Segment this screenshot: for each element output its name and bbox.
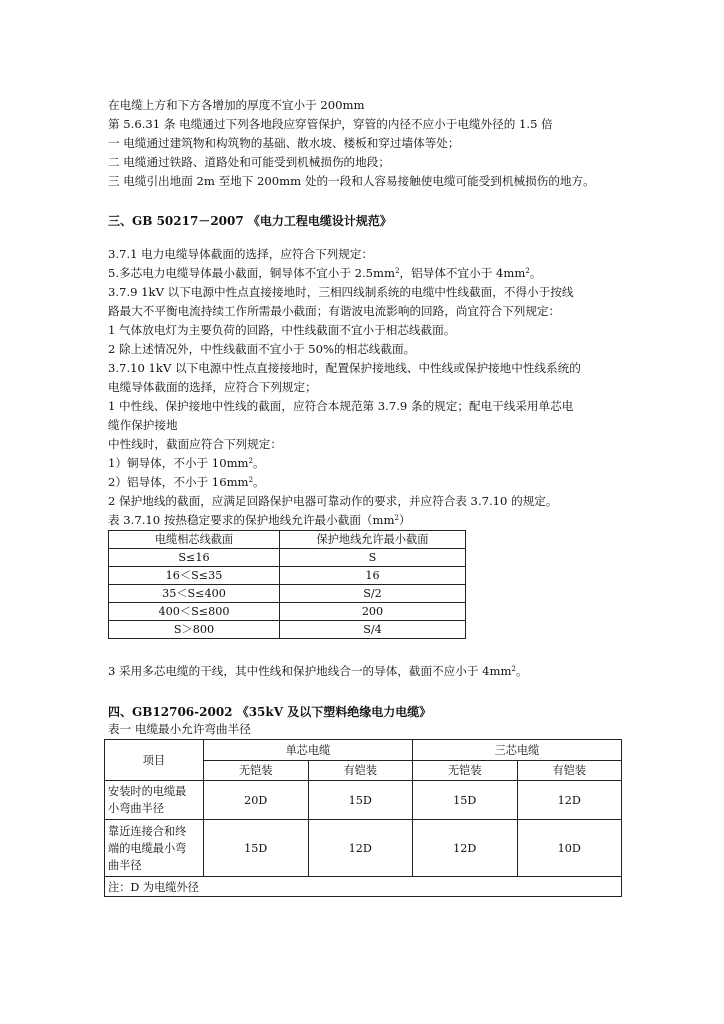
- single-core-header: 单芯电缆: [204, 740, 413, 761]
- table-row: 靠近连接合和终 端的电缆最小弯 曲半径 15D 12D 12D 10D: [105, 820, 622, 877]
- s3-para-4: 路最大不平衡电流持续工作所需最小截面；有谐波电流影响的回路，尚宜符合下列规定：: [108, 304, 561, 318]
- table-row: 400＜S≤800 200: [109, 603, 466, 621]
- s3-para-14: 2 保护地线的截面，应满足回路保护电器可靠动作的要求，并应符合表 3.7.10 的规定。: [108, 494, 558, 508]
- table-row: 安装时的电缆最 小弯曲半径 20D 15D 15D 12D: [105, 781, 622, 820]
- sub-header: 无铠装: [413, 760, 518, 781]
- intro-line-2: 第 5.6.31 条 电缆通过下列各地段应穿管保护，穿管的内径不应小于电缆外径的 1.5 倍: [108, 117, 553, 131]
- s3-para-5: 1 气体放电灯为主要负荷的回路，中性线截面不宜小于相芯线截面。: [108, 323, 456, 337]
- section-3-heading: 三、GB 50217－2007 《电力工程电缆设计规范》: [108, 214, 392, 228]
- table-row: 35＜S≤400 S/2: [109, 585, 466, 603]
- s3-para-7: 3.7.10 1kV 以下电源中性点直接接地时，配置保护接地线、中性线或保护接地中性线系统的: [108, 361, 581, 375]
- bending-radius-table: [104, 739, 622, 897]
- sub-header: 有铠装: [517, 760, 622, 781]
- s3-para-2: 5.多芯电力电缆导体最小截面，铜导体不宜小于 $2.5mm^2$，铝导体不宜小于 $4mm^2$。: [108, 266, 542, 280]
- intro-line-4: 二 电缆通过铁路、道路处和可能受到机械损伤的地段；: [108, 155, 390, 169]
- item-header: 项目: [105, 740, 204, 781]
- row-label: 安装时的电缆最 小弯曲半径: [105, 781, 204, 820]
- table-row: S≤16 S: [109, 549, 466, 567]
- s3-para-11: 中性线时，截面应符合下列规定：: [108, 437, 282, 451]
- three-core-header: 三芯电缆: [413, 740, 622, 761]
- col-header-phase-section: 电缆相芯线截面: [109, 531, 280, 549]
- s3-para-6: 2 除上述情况外，中性线截面不宜小于 50%的相芯线截面。: [108, 342, 416, 356]
- intro-line-3: 一 电缆通过建筑物和构筑物的基础、散水坡、楼板和穿过墙体等处；: [108, 136, 460, 150]
- table-note: 注：D 为电缆外径: [105, 877, 622, 897]
- table-3-7-10-caption: 表 3.7.10 按热稳定要求的保护地线允许最小截面$(mm^2)$: [108, 513, 411, 527]
- table-row: S＞800 S/4: [109, 621, 466, 639]
- s3-para-15: 3 采用多芯电缆的干线，其中性线和保护地线合一的导体，截面不应小于 $4mm^2$。: [108, 664, 528, 678]
- col-header-earth-section: 保护地线允许最小截面: [280, 531, 466, 549]
- intro-line-1: 在电缆上方和下方各增加的厚度不宜小于 200mm: [108, 98, 365, 112]
- s3-para-13: 2）铝导体，不小于 $16mm^2$。: [108, 475, 265, 489]
- s3-para-3: 3.7.9 1kV 以下电源中性点直接接地时，三相四线制系统的电缆中性线截面，不得小于按线: [108, 285, 574, 299]
- s3-para-8: 电缆导体截面的选择，应符合下列规定；: [108, 380, 317, 394]
- s3-para-10: 缆作保护接地: [108, 418, 178, 432]
- s3-para-1: 3.7.1 电力电缆导体截面的选择，应符合下列规定：: [108, 247, 374, 261]
- table-row: 16＜S≤35 16: [109, 567, 466, 585]
- sub-header: 有铠装: [308, 760, 413, 781]
- s3-para-12: 1）铜导体，不小于 $10mm^2$。: [108, 456, 265, 470]
- table-header-row: [109, 531, 466, 549]
- section-4-heading: 四、GB12706-2002 《35kV 及以下塑料绝缘电力电缆》: [108, 705, 432, 719]
- bending-radius-table-caption: 表一 电缆最小允许弯曲半径: [108, 722, 251, 736]
- row-label: 靠近连接合和终 端的电缆最小弯 曲半径: [105, 820, 204, 877]
- sub-header: 无铠装: [204, 760, 309, 781]
- s3-para-9: 1 中性线、保护接地中性线的截面，应符合本规范第 3.7.9 条的规定；配电干线采用单芯电: [108, 399, 574, 413]
- intro-line-5: 三 电缆引出地面 2m 至地下 200mm 处的一段和人容易接触使电缆可能受到机械损伤的地方。: [108, 174, 595, 188]
- protective-earth-table: [108, 530, 466, 639]
